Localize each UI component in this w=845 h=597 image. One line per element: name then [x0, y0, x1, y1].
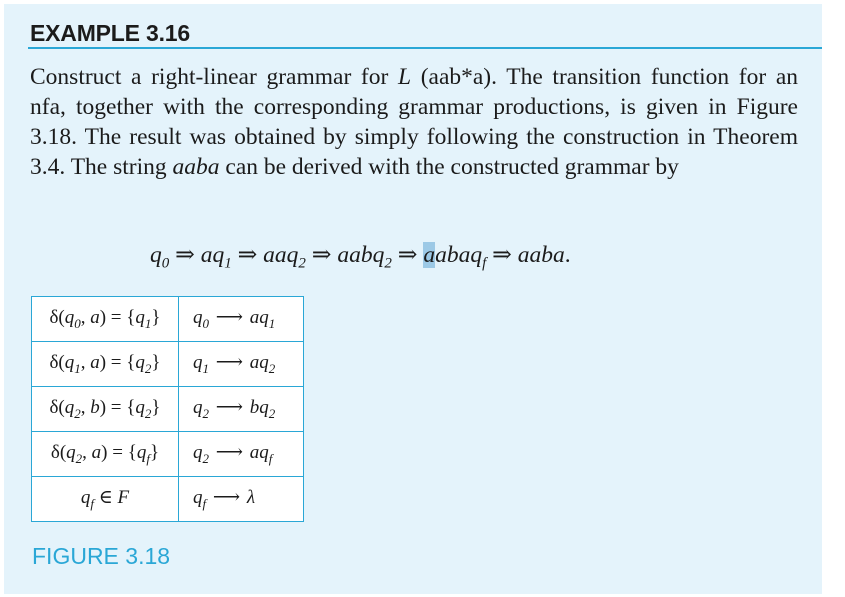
- derivation-step: aaq$_2$: [263, 242, 306, 272]
- table-row: [32, 387, 304, 432]
- transition-cell: $\delta(q_2$, $a) = \{q_f\}$: [32, 432, 179, 477]
- derivation-step: aaba.: [517, 242, 571, 268]
- production-cell: $q_0$ ⟶ $aq_1$: [179, 297, 304, 342]
- heading-divider: [28, 47, 822, 49]
- transition-cell: $\delta(q_0$, $a) = \{q_1\}$: [32, 297, 179, 342]
- derives-arrow: ⇒: [492, 242, 512, 268]
- paragraph-part-3: can be derived with the constructed grammar by: [219, 154, 679, 180]
- production-cell: $q_2$ ⟶ $aq_f$: [179, 432, 304, 477]
- transition-cell: $\delta(q_2$, $b) = \{q_2\}$: [32, 387, 179, 432]
- transition-cell: $q_f$ ∈ F: [32, 477, 179, 522]
- derivation-step: aabq$_2$: [337, 242, 392, 272]
- table-row: [32, 342, 304, 387]
- table-row: [32, 477, 304, 522]
- language-argument: (aab*a): [420, 64, 492, 90]
- transition-cell: $\delta(q_1$, $a) = \{q_2\}$: [32, 342, 179, 387]
- figure-label: FIGURE 3.18: [32, 543, 171, 569]
- paragraph-part-1: Construct a right-linear grammar for: [30, 64, 398, 90]
- derivation-step: $aq_1$: [200, 242, 232, 272]
- derivation-line: [150, 240, 710, 273]
- derivation-step: aabaq$_f$: [423, 242, 487, 272]
- table-row: [32, 432, 304, 477]
- derivation-step: $q_0$: [150, 242, 170, 272]
- example-paragraph: [30, 62, 798, 182]
- derived-word: aaba: [172, 154, 220, 180]
- derives-arrow: ⇒: [237, 242, 258, 268]
- derives-arrow: ⇒: [311, 242, 332, 268]
- figure-3-18-table: [31, 296, 304, 522]
- production-cell: $q_1$ ⟶ $aq_2$: [179, 342, 304, 387]
- example-heading: EXAMPLE 3.16: [30, 20, 190, 46]
- production-cell: $q_f$ ⟶ λ: [179, 477, 304, 522]
- table-row: [32, 297, 304, 342]
- derives-arrow: ⇒: [175, 242, 195, 268]
- language-symbol: L: [397, 64, 412, 90]
- derives-arrow: ⇒: [397, 242, 418, 268]
- paragraph-part-2: . The transition function for an nfa, together with the corresponding grammar productions, is given in Figure 3.18. The result was obtained by simply following the construction in Theorem 3.4. The string: [30, 64, 799, 180]
- production-cell: $q_2$ ⟶ $bq_2$: [179, 387, 304, 432]
